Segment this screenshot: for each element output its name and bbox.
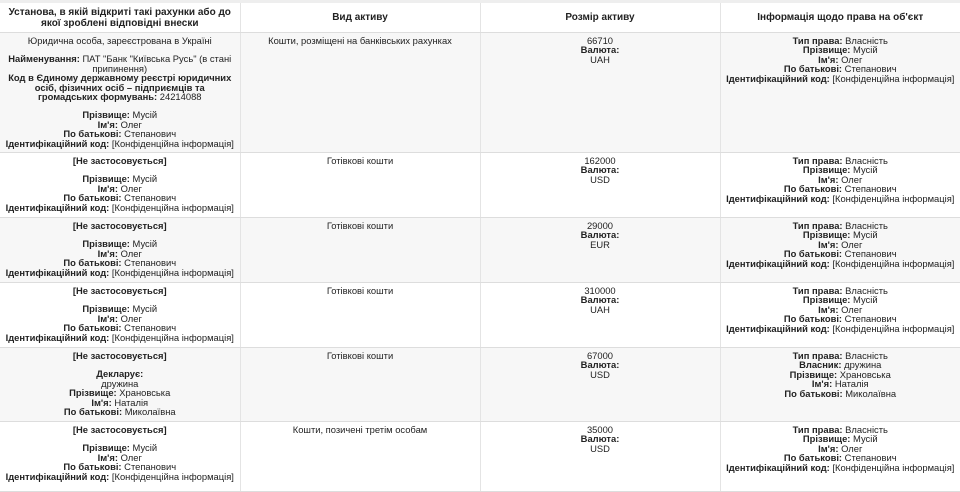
table-row [0, 422, 960, 492]
not-applicable: [Не застосовується] [72, 220, 167, 232]
field-name: Найменування: ПАТ "Банк "Київська Русь" (в стані припинення) [8, 53, 232, 74]
institution-cell [0, 283, 240, 348]
field-surname: Прізвище: Храновська [69, 387, 171, 399]
amount: 162000 [584, 155, 616, 167]
field-owner: Власник: дружина [799, 359, 882, 371]
rights-cell [720, 422, 960, 492]
asset-amount-cell [480, 218, 720, 283]
field-id: Ідентифікаційний код: [Конфіденційна інформація] [726, 72, 955, 84]
field-code: Код в Єдиному державному реєстрі юридичних осіб, фізичних осіб – підприємців та громадських формувань: 24214088 [8, 72, 232, 103]
field-surname: Прізвище: Мусій [802, 164, 878, 176]
asset-type-cell: Готівкові кошти [240, 218, 480, 283]
field-surname: Прізвище: Мусій [82, 109, 158, 121]
field-first: Ім'я: Олег [818, 173, 863, 185]
field-patronymic: По батькові: Степанович [63, 192, 177, 204]
field-first: Ім'я: Олег [97, 451, 142, 463]
field-id: Ідентифікаційний код: [Конфіденційна інформація] [5, 331, 234, 343]
field-patronymic: По батькові: Степанович [63, 257, 177, 269]
field-patronymic: По батькові: Миколаївна [63, 406, 176, 418]
field-right: Тип права: Власність [792, 35, 888, 46]
field-right: Тип права: Власність [792, 220, 888, 232]
currency-label: Валюта: [580, 433, 620, 445]
asset-amount-cell [480, 348, 720, 422]
field-first: Ім'я: Олег [818, 238, 863, 250]
field-patronymic: По батькові: Степанович [63, 322, 177, 334]
field-right: Тип права: Власність [792, 155, 888, 167]
amount: 29000 [586, 220, 614, 232]
field-id: Ідентифікаційний код: [Конфіденційна інформація] [5, 137, 234, 149]
field-right: Тип права: Власність [792, 285, 888, 297]
institution-type: Юридична особа, зареєстрована в Україні [27, 35, 212, 46]
table-header [0, 2, 960, 33]
institution-cell [0, 33, 240, 153]
rights-cell [720, 348, 960, 422]
table-row [0, 218, 960, 283]
header-asset-amount: Розмір активу [480, 2, 720, 33]
rights-cell [720, 33, 960, 153]
not-applicable: [Не застосовується] [72, 285, 167, 297]
asset-type-cell: Кошти, розміщені на банківських рахунках [240, 33, 480, 153]
table-row [0, 283, 960, 348]
institution-cell [0, 218, 240, 283]
currency-label: Валюта: [580, 294, 620, 306]
header-asset-type: Вид активу [240, 2, 480, 33]
field-patronymic: По батькові: Степанович [783, 63, 897, 75]
institution-cell [0, 153, 240, 218]
currency-label: Валюта: [580, 359, 620, 371]
currency-label: Валюта: [580, 229, 620, 241]
field-surname: Прізвище: Мусій [82, 238, 158, 250]
rights-cell [720, 218, 960, 283]
asset-amount-cell [480, 33, 720, 153]
currency: USD [590, 173, 610, 185]
field-first: Ім'я: Олег [97, 118, 142, 130]
field-patronymic: По батькові: Степанович [783, 248, 897, 260]
field-first: Ім'я: Олег [97, 312, 142, 324]
not-applicable: [Не застосовується] [72, 350, 167, 362]
field-surname: Прізвище: Мусій [802, 44, 878, 56]
field-surname: Прізвище: Мусій [82, 303, 158, 315]
field-first: Ім'я: Олег [97, 182, 142, 194]
institution-cell [0, 348, 240, 422]
table-row [0, 348, 960, 422]
field-id: Ідентифікаційний код: [Конфіденційна інформація] [5, 201, 234, 213]
field-id: Ідентифікаційний код: [Конфіденційна інформація] [726, 461, 955, 473]
asset-amount-cell [480, 283, 720, 348]
asset-amount-cell [480, 153, 720, 218]
header-institution: Установа, в якій відкриті такі рахунки або до якої зроблені відповідні внески [0, 2, 240, 33]
rights-cell [720, 153, 960, 218]
field-first: Ім'я: Олег [97, 247, 142, 259]
field-patronymic: По батькові: Степанович [783, 452, 897, 464]
field-patronymic: По батькові: Степанович [63, 461, 177, 473]
field-first: Ім'я: Олег [818, 442, 863, 454]
currency: USD [590, 368, 610, 380]
field-surname: Прізвище: Мусій [82, 173, 158, 185]
currency-label: Валюта: [580, 44, 620, 56]
field-first: Ім'я: Наталія [91, 396, 149, 408]
amount: 67000 [586, 350, 614, 362]
field-id: Ідентифікаційний код: [Конфіденційна інформація] [726, 257, 955, 269]
amount: 310000 [584, 285, 616, 297]
not-applicable: [Не застосовується] [72, 424, 167, 436]
not-applicable: [Не застосовується] [72, 155, 167, 167]
field-first: Ім'я: Наталія [811, 378, 869, 390]
currency-label: Валюта: [580, 164, 620, 176]
asset-amount-cell [480, 422, 720, 492]
field-id: Ідентифікаційний код: [Конфіденційна інформація] [5, 266, 234, 278]
field-right: Тип права: Власність [792, 350, 888, 362]
field-first: Ім'я: Олег [818, 303, 863, 315]
field-surname: Прізвище: Мусій [82, 442, 158, 454]
currency: EUR [590, 238, 610, 250]
field-patronymic: По батькові: Степанович [63, 128, 177, 140]
currency: UAH [590, 53, 610, 65]
asset-type-cell: Готівкові кошти [240, 348, 480, 422]
table-row [0, 153, 960, 218]
currency: USD [590, 442, 610, 454]
field-id: Ідентифікаційний код: [Конфіденційна інформація] [726, 192, 955, 204]
field-right: Тип права: Власність [792, 424, 888, 436]
field-id: Ідентифікаційний код: [Конфіденційна інформація] [5, 470, 234, 482]
amount: 35000 [586, 424, 614, 436]
field-surname: Прізвище: Мусій [802, 229, 878, 241]
asset-type-cell: Готівкові кошти [240, 153, 480, 218]
header-rights: Інформація щодо права на об'єкт [720, 2, 960, 33]
asset-type-cell: Кошти, позичені третім особам [240, 422, 480, 492]
field-patronymic: По батькові: Степанович [783, 183, 897, 195]
field-first: Ім'я: Олег [818, 53, 863, 65]
asset-type-cell: Готівкові кошти [240, 283, 480, 348]
field-surname: Прізвище: Мусій [802, 433, 878, 445]
table-row [0, 33, 960, 153]
field-declarant: Декларує: дружина [96, 368, 144, 389]
field-surname: Прізвище: Мусій [802, 294, 878, 306]
field-surname: Прізвище: Храновська [789, 368, 891, 380]
field-id: Ідентифікаційний код: [Конфіденційна інформація] [726, 322, 955, 334]
currency: UAH [590, 303, 610, 315]
rights-cell [720, 283, 960, 348]
amount: 66710 [586, 35, 614, 46]
institution-cell [0, 422, 240, 492]
field-patronymic: По батькові: Степанович [783, 313, 897, 325]
field-patronymic: По батькові: Миколаївна [784, 387, 897, 399]
